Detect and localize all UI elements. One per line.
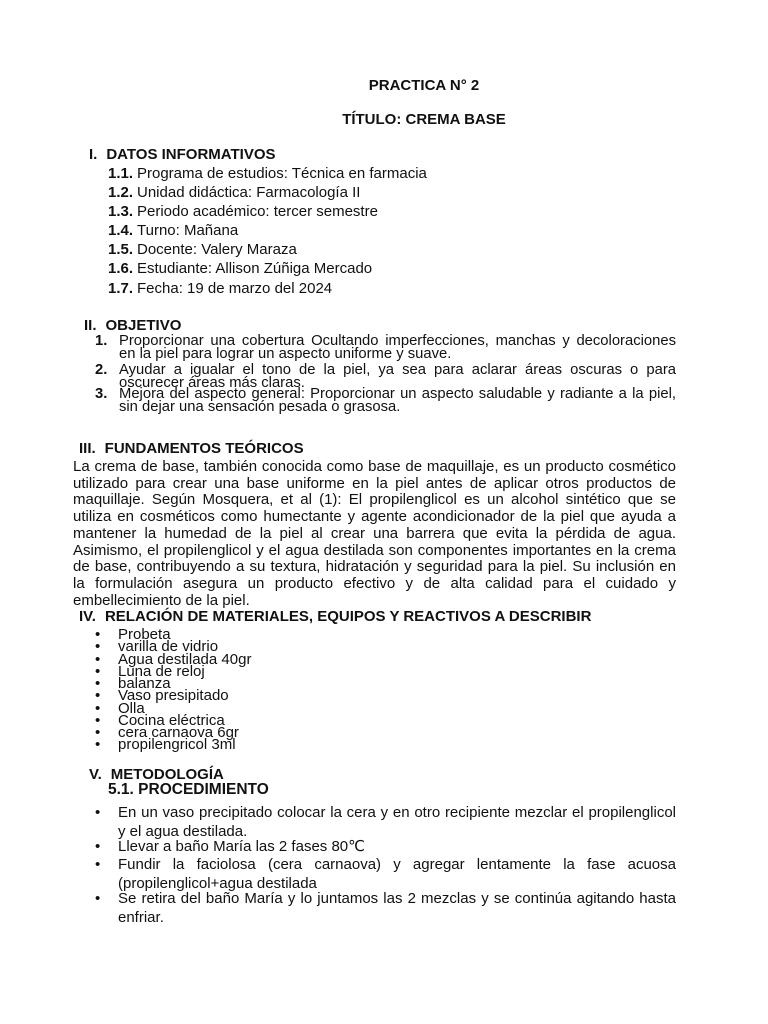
material-text: Cocina eléctrica [118,712,225,729]
procedure-text: Fundir la faciolosa (cera carnaova) y agregar lentamente la fase acuosa (propilenglicol+agua destilada [118,856,676,892]
objective-text: Mejora del aspecto general: Proporcionar un aspecto saludable y radiante a la piel, sin dejar una sensación pesada o grasosa. [119,386,676,415]
material-text: varilla de vidrio [118,638,219,655]
bullet-icon: • [95,687,101,704]
objective-number: 3. [95,386,108,402]
info-number: 1.6. [108,260,134,277]
procedure-text: En un vaso precipitado colocar la cera y en otro recipiente mezclar el propilenglicol y el agua destilada. [118,804,676,840]
info-text: Turno: Mañana [137,222,239,239]
info-number: 1.5. [108,241,134,258]
info-item [108,222,238,239]
material-text: Olla [118,700,145,717]
material-text: propilengricol 3ml [118,736,236,753]
info-text: Docente: Valery Maraza [137,241,297,258]
info-number: 1.7. [108,280,134,297]
info-item [108,280,332,297]
material-text: balanza [118,675,171,692]
procedure-heading: 5.1. PROCEDIMIENTO [108,781,269,798]
bullet-icon: • [95,675,101,692]
bullet-icon: • [95,638,101,655]
document-title: TÍTULO: CREMA BASE [342,111,506,128]
info-number: 1.2. [108,184,134,201]
section-iii-numeral: III. [79,440,96,457]
objective-item [95,388,676,413]
bullet-icon: • [95,724,101,741]
info-number: 1.4. [108,222,134,239]
section-iii-title: FUNDAMENTOS TEÓRICOS [104,440,304,457]
info-item [108,203,378,220]
info-item [108,241,297,258]
bullet-icon: • [95,804,101,821]
section-ii-numeral: II. [84,317,97,334]
section-iv-numeral: IV. [79,608,96,625]
info-number: 1.1. [108,165,134,182]
procedure-item [95,890,676,927]
objective-item [95,335,676,360]
material-text: Vaso presipitado [118,687,229,704]
bullet-icon: • [95,700,101,717]
section-v-title: METODOLOGÍA [110,766,224,783]
bullet-icon: • [95,856,101,873]
objective-number: 1. [95,333,108,349]
bullet-icon: • [95,838,101,855]
procedure-item [95,856,676,893]
practice-number: PRACTICA N° 2 [368,77,480,94]
info-item [108,165,427,182]
bullet-icon: • [95,626,101,643]
section-iii-heading [79,440,304,457]
info-text: Fecha: 19 de marzo del 2024 [137,280,333,297]
objective-text: Ayudar a igualar el tono de la piel, ya sea para aclarar áreas oscuras o para oscurecer áreas más claras. [119,362,676,391]
section-iv-title: RELACIÓN DE MATERIALES, EQUIPOS Y REACTIVOS A DESCRIBIR [104,608,592,625]
material-text: Probeta [118,626,171,643]
info-number: 1.3. [108,203,134,220]
section-i-numeral: I. [89,146,98,163]
section-v-numeral: V. [89,766,102,783]
info-text: Estudiante: Allison Zúñiga Mercado [137,260,373,277]
bullet-icon: • [95,736,101,753]
section-iv-heading [79,608,591,625]
section-i-heading [89,146,276,163]
objective-text: Proporcionar una cobertura Ocultando imperfecciones, manchas y decoloraciones en la piel para lograr un aspecto uniforme y suave. [119,333,676,362]
info-text: Programa de estudios: Técnica en farmacia [137,165,427,182]
procedure-text: Se retira del baño María y lo juntamos las 2 mezclas y se continúa agitando hasta enfriar. [118,890,676,926]
info-text: Periodo académico: tercer semestre [137,203,378,220]
section-i-title: DATOS INFORMATIVOS [106,146,276,163]
info-text: Unidad didáctica: Farmacología II [137,184,361,201]
bullet-icon: • [95,712,101,729]
material-text: Luna de reloj [118,663,205,680]
procedure-text: Llevar a baño María las 2 fases 80℃ [118,838,365,855]
info-item [108,184,360,201]
bullet-icon: • [95,651,101,668]
section-ii-heading [84,317,181,334]
bullet-icon: • [95,663,101,680]
material-text: cera carnaova 6gr [118,724,239,741]
fundamentos-paragraph: La crema de base, también conocida como base de maquillaje, es un producto cosmético utilizado para crear una base uniforme en la piel antes de aplicar otros productos de maquillaje. Según Mosquera, et al (1): El propilenglicol es un alcohol sintético que se utiliza en cosméticos como humectante y agente acondicionador de la piel que ayuda a mantener la humedad de la piel al crear una barrera que evita la pérdida de agua. Asimismo, el propilenglicol y el agua destilada son componentes importantes en la crema de base, contribuyendo a su textura, hidratación y seguridad para la piel. Su inclusión en la formulación asegura un producto efectivo y de alta calidad para el cuidado y embellecimiento de la piel. [73,458,676,609]
procedure-item [95,838,676,857]
info-item [108,260,372,277]
material-item [95,687,229,704]
bullet-icon: • [95,890,101,907]
procedure-item [95,804,676,841]
section-ii-title: OBJETIVO [105,317,182,334]
objective-number: 2. [95,362,108,378]
material-text: Agua destilada 40gr [118,651,252,668]
material-item [95,736,236,753]
